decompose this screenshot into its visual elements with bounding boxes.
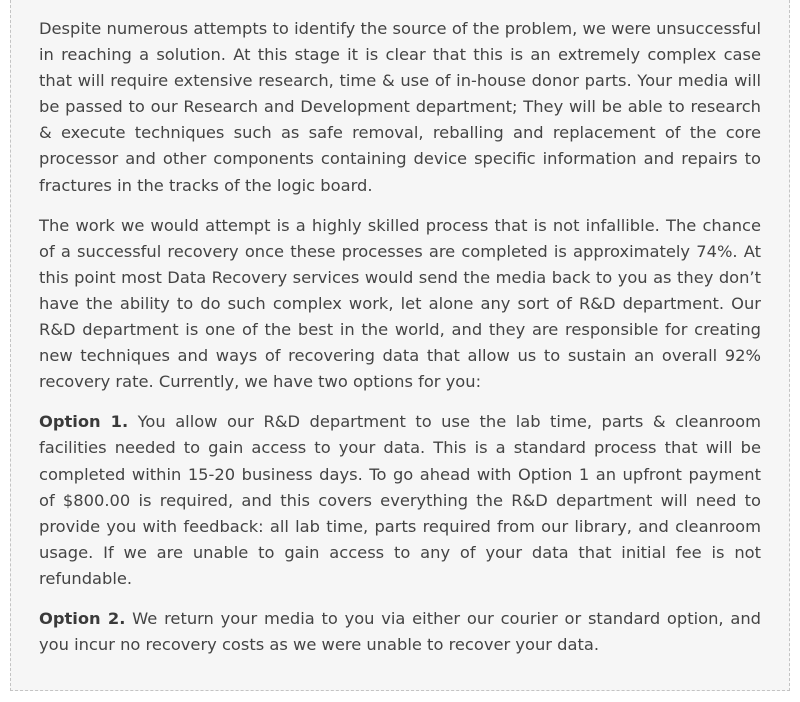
notice-paragraph-1: Despite numerous attempts to identify the source of the problem, we were unsuccessful in reaching a solution. At this stage it is clear that this is an extremely complex case that will require extensive research, time & use of in-house donor parts. Your media will be passed to our Research and Development department; They will be able to research & execute techniques such as safe removal, reballing and replacement of the core processor and other components containing device specific information and repairs to fractures in the tracks of the logic board. (39, 19, 761, 195)
recovery-notice-box (10, 0, 790, 691)
notice-paragraph-2: The work we would attempt is a highly skilled process that is not infallible. The chance of a successful recovery once these processes are completed is approximately 74%. At this point most Data Recovery services would send the media back to you as they don’t have the ability to do such complex work, let alone any sort of R&D department. Our R&D department is one of the best in the world, and they are responsible for creating new techniques and ways of recovering data that allow us to sustain an overall 92% recovery rate. Currently, we have two options for you: (39, 215, 761, 392)
option-1-text: You allow our R&D department to use the lab time, parts & cleanroom facilities needed to gain access to your data. This is a standard process that will be completed within 15-20 business days. To go ahead with Option 1 an upfront payment of $800.00 is required, and this covers everything the R&D department will need to provide you with feedback: all lab time, parts required from our library, and cleanroom usage. If we are unable to gain access to any of your data that initial fee is not refundable. (39, 412, 761, 588)
option-2-paragraph (39, 606, 761, 658)
option-1-paragraph (39, 409, 761, 592)
option-1-label: Option 1. (39, 412, 129, 432)
option-2-text: We return your media to you via either our courier or standard option, and you incur no recovery costs as we were unable to recover your data. (39, 608, 761, 655)
option-2-label: Option 2. (39, 608, 126, 628)
